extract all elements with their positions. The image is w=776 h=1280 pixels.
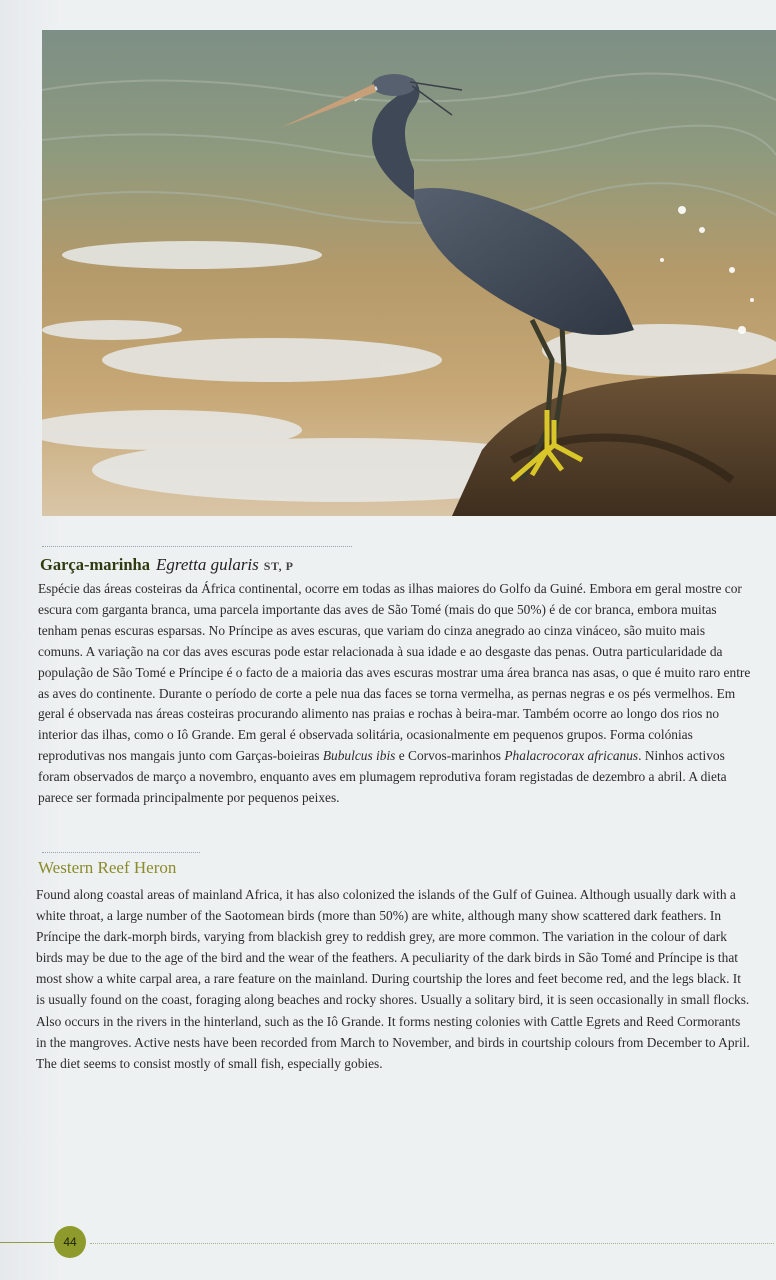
folio-rule [0,1242,54,1243]
portuguese-description: Espécie das áreas costeiras da África continental, ocorre em todas as ilhas maiores do Golfo da Guiné. Embora em geral mostre cor escura com garganta branca, uma parcela importante das aves de São Tomé (mais do que 50%) é de cor branca, embora muitas tenham penas escuras esparsas. No Príncipe as aves escuras, que variam do cinza anegrado ao cinza vináceo, são muito mais comuns. A variação na cor das aves escuras pode estar relacionada à sua idade e ao desgaste das penas. Outra particularidade da população de São Tomé e Príncipe é o facto de a maioria das aves escuras mostrar uma área branca nas asas, o que é muito raro entre as aves do continente. Durante o período de corte a pele nua das faces se torna vermelha, as pernas negras e os pés vermelhos. Em geral é observada nas áreas costeiras procurando alimento nas praias e rochas à beira-mar. Também ocorre ao longo dos rios no interior das ilhas, como o Iô Grande. Em geral é observada solitária, ocasionalmente em pequenos grupos. Forma colónias reprodutivas nos mangais junto com Garças-boieiras Bubulcus ibis e Corvos-marinhos Phalacrocorax africanus. Ninhos activos foram observados de março a novembro, enquanto aves em plumagem reprodutiva foram registadas de dezembro a abril. A dieta parece ser formada principalmente por pequenos peixes. [38,581,751,806]
section-divider [42,546,352,547]
common-name-pt: Garça-marinha [40,555,150,574]
english-description: Found along coastal areas of mainland Africa, it has also colonized the islands of the Gulf of Guinea. Although usually dark with a white throat, a large number of the Saotomean birds (more than 50%) are white, although many show scattered dark feathers. In Príncipe the dark-morph birds, varying from blackish grey to reddish grey, are more common. The variation in the colour of dark birds may be due to the age of the bird and the wear of the feathers. A peculiarity of the dark birds in São Tomé and Príncipe is that most show a white carpal area, a rare feature on the mainland. During courtship the lores and feet become red, and the legs black. It is usually found on the coast, foraging along beaches and rocky shores. Usually a solitary bird, it is seen occasionally in small flocks. Also occurs in the rivers in the hinterland, such as the Iô Grande. It forms nesting colonies with Cattle Egrets and Reed Cormorants in the mangroves. Active nests have been recorded from March to November, and birds in courtship colours from December to April. The diet seems to consist mostly of small fish, especially gobies. [36,887,750,1071]
folio-dotted-rule [90,1243,774,1244]
common-name-en: Western Reef Heron [38,858,177,877]
sci-name-reed-cormorant: Phalacrocorax africanus [504,748,639,764]
scientific-name: Egretta gularis [155,555,259,574]
species-heading-pt [40,555,740,575]
heron-photo [42,30,776,516]
english-divider [42,852,200,853]
status-code: ST, P [263,559,294,573]
sci-name-cattle-egret: Bubulcus ibis [322,748,396,764]
page-number: 44 [54,1226,86,1258]
